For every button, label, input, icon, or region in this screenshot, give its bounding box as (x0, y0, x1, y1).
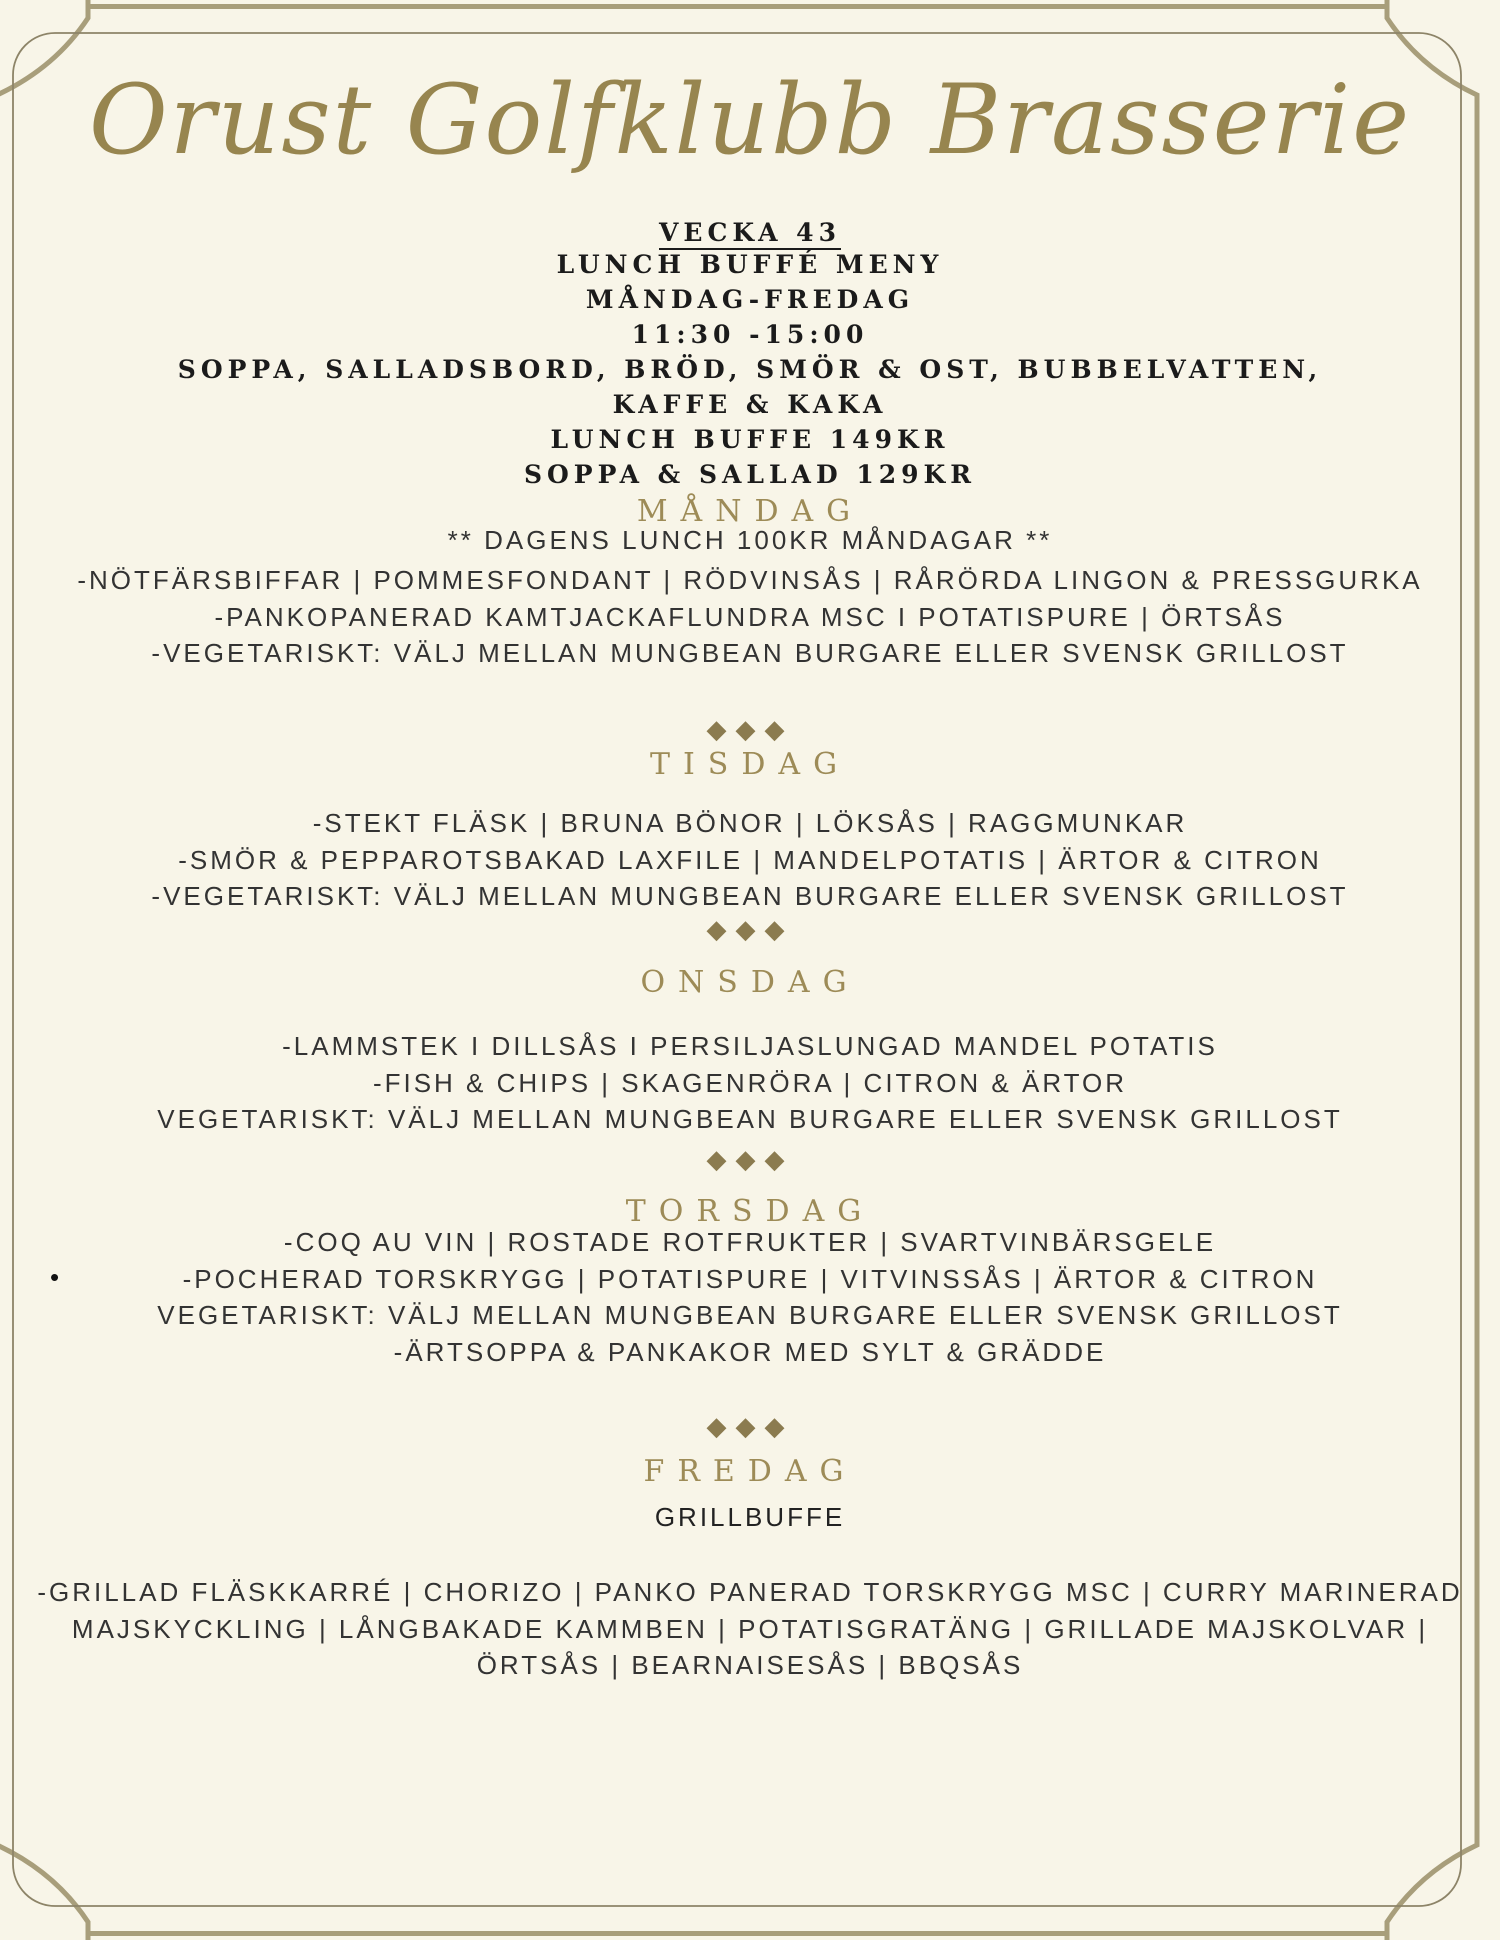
week-label-text: VECKA 43 (659, 218, 841, 250)
menu-item: -FISH & CHIPS | SKAGENRÖRA | CITRON & ÄRTOR (372, 1067, 1128, 1098)
menu-item: -COQ AU VIN | ROSTADE ROTFRUKTER | SVARTVINBÄRSGELE (283, 1227, 1217, 1257)
header-line: SOPPA, SALLADSBORD, BRÖD, SMÖR & OST, BUBBELVATTEN, (177, 355, 1323, 384)
day-items-tisdag (0, 805, 1500, 915)
friday-subtitle: GRILLBUFFE (654, 1502, 846, 1532)
day-heading-onsdag: ONSDAG (640, 965, 860, 1000)
day-items-onsdag (0, 1028, 1500, 1138)
menu-item: -POCHERAD TORSKRYGG | POTATISPURE | VITVINSSÅS | ÄRTOR & CITRON (182, 1263, 1318, 1294)
menu-item: -NÖTFÄRSBIFFAR | POMMESFONDANT | RÖDVINSÅS | RÅRÖRDA LINGON & PRESSGURKA (77, 565, 1423, 595)
week-label (0, 215, 1500, 250)
menu-item: VEGETARISKT: VÄLJ MELLAN MUNGBEAN BURGARE ELLER SVENSK GRILLOST (157, 1104, 1343, 1134)
monday-deal-note: ** DAGENS LUNCH 100KR MÅNDAGAR ** (447, 525, 1053, 555)
day-heading-tisdag: TISDAG (649, 747, 851, 782)
header-line: KAFFE & KAKA (612, 390, 888, 419)
diamond-separator: ◆◆◆ (706, 1412, 794, 1442)
menu-item: -VEGETARISKT: VÄLJ MELLAN MUNGBEAN BURGARE ELLER SVENSK GRILLOST (151, 881, 1349, 911)
day-heading-fredag: FREDAG (643, 1454, 857, 1489)
day-heading-torsdag: TORSDAG (625, 1194, 875, 1229)
menu-item: -ÄRTSOPPA & PANKAKOR MED SYLT & GRÄDDE (393, 1336, 1107, 1367)
header-line: 11:30 -15:00 (631, 320, 869, 349)
header-line: LUNCH BUFFE 149KR (550, 425, 950, 454)
menu-item: -LAMMSTEK I DILLSÅS I PERSILJASLUNGAD MANDEL POTATIS (282, 1031, 1218, 1061)
menu-item: -PANKOPANERAD KAMTJACKAFLUNDRA MSC I POTATISPURE | ÖRTSÅS (214, 601, 1286, 632)
day-items-mandag (0, 562, 1500, 672)
stray-bullet: • (50, 1262, 60, 1292)
restaurant-title: Orust Golfklubb Brasserie (88, 64, 1412, 176)
diamond-separator: ◆◆◆ (706, 1145, 794, 1175)
lunch-info-block (0, 247, 1500, 492)
header-line: LUNCH BUFFÉ MENY (556, 250, 944, 279)
diamond-separator: ◆◆◆ (706, 715, 794, 745)
menu-item: VEGETARISKT: VÄLJ MELLAN MUNGBEAN BURGARE ELLER SVENSK GRILLOST (157, 1300, 1343, 1330)
menu-item: -STEKT FLÄSK | BRUNA BÖNOR | LÖKSÅS | RAGGMUNKAR (312, 808, 1188, 838)
header-line: MÅNDAG-FREDAG (585, 285, 915, 314)
diamond-separator: ◆◆◆ (706, 915, 794, 945)
menu-item: -SMÖR & PEPPAROTSBAKAD LAXFILE | MANDELPOTATIS | ÄRTOR & CITRON (178, 844, 1322, 875)
day-heading-mandag: MÅNDAG (636, 494, 864, 529)
header-line: SOPPA & SALLAD 129KR (523, 460, 977, 489)
day-items-fredag (0, 1574, 1500, 1684)
menu-item: -VEGETARISKT: VÄLJ MELLAN MUNGBEAN BURGARE ELLER SVENSK GRILLOST (151, 638, 1349, 668)
day-items-torsdag (0, 1224, 1500, 1370)
menu-item: -GRILLAD FLÄSKKARRÉ | CHORIZO | PANKO PANERAD TORSKRYGG MSC | CURRY MARINERAD MAJSKYCKLING | LÅNGBAKADE KAMMBEN | POTATISGRATÄNG | GRILLADE MAJSKOLVAR | ÖRTSÅS | BEARNAISESÅS | BBQSÅS (37, 1577, 1463, 1680)
